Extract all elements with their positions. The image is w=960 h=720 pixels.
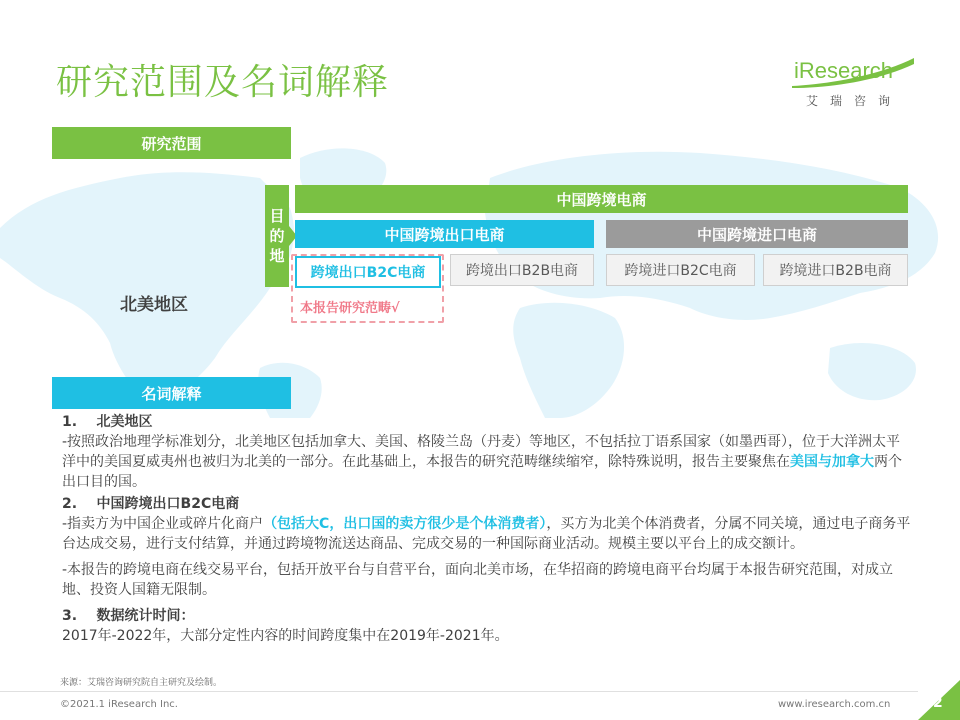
export-b2c-box: 跨境出口B2C电商 [295,256,441,288]
term-1-text-b: 两个出口目的国。 [62,454,902,490]
definitions [62,412,912,648]
iresearch-logo [788,50,918,110]
page-title: 研究范围及名词解释 [56,62,390,103]
website-url: www.iresearch.com.cn [778,699,891,710]
term-2-title: 2. 中国跨境出口B2C电商 [62,496,240,512]
term-3-title: 3. 数据统计时间： [62,608,195,624]
destination-label [265,185,289,287]
logo-text [794,58,893,84]
import-b2c-box: 跨境进口B2C电商 [606,254,755,286]
term-3-body: 2017年-2022年，大部分定性内容的时间跨度集中在2019年-2021年。 [62,628,509,644]
import-header: 中国跨境进口电商 [606,220,908,248]
term-2-body [62,514,912,554]
import-b2b-box: 跨境进口B2B电商 [763,254,908,286]
term-1-body [62,432,912,492]
logo-brand: Research [798,58,894,83]
footer-divider [0,691,918,692]
china-cross-border-header: 中国跨境电商 [295,185,908,213]
logo-subtitle: 艾瑞咨询 [806,94,903,108]
page-number: 2 [933,695,943,711]
scope-header: 研究范围 [52,127,291,159]
terms-header: 名词解释 [52,377,291,409]
export-b2b-box: 跨境出口B2B电商 [450,254,594,286]
region-label: 北美地区 [120,295,188,315]
logo-prefix: i [794,58,799,83]
term-2-text-a: -指卖方为中国企业或碎片化商户 [62,516,264,532]
term-1-text-a: -按照政治地理学标准划分，北美地区包括加拿大、美国、格陵兰岛（丹麦）等地区，不包括拉丁语系国家（如墨西哥），位于大洋洲太平洋中的美国夏威夷州也被归为北美的一部分。在此基础上，本报告的研究范畴继续缩窄，除特殊说明，报告主要聚焦在 [62,434,901,470]
term-2-text-b: ，买方为北美个体消费者，分属不同关境，通过电子商务平台达成交易，进行支付结算，并通过跨境物流送达商品、完成交易的一种国际商业活动。规模主要以平台上的成交额计。 [62,516,911,552]
copyright: ©2021.1 iResearch Inc. [60,699,178,710]
report-scope-note: 本报告研究范畴√ [300,301,400,316]
term-1-title: 1. 北美地区 [62,414,153,430]
destination-char-2: 的 [269,227,285,245]
term-1-highlight: 美国与加拿大 [790,454,874,470]
term-2-platform-note: -本报告的跨境电商在线交易平台，包括开放平台与自营平台，面向北美市场，在华招商的跨境电商平台均属于本报告研究范围，对成立地、投资人国籍无限制。 [62,562,894,598]
destination-char-3: 地 [269,247,285,265]
export-header: 中国跨境出口电商 [295,220,594,248]
term-2-highlight: （包括大C，出口国的卖方很少是个体消费者） [263,516,547,532]
destination-char-1: 目 [269,207,285,225]
source-note: 来源：艾瑞咨询研究院自主研究及绘制。 [60,678,223,688]
